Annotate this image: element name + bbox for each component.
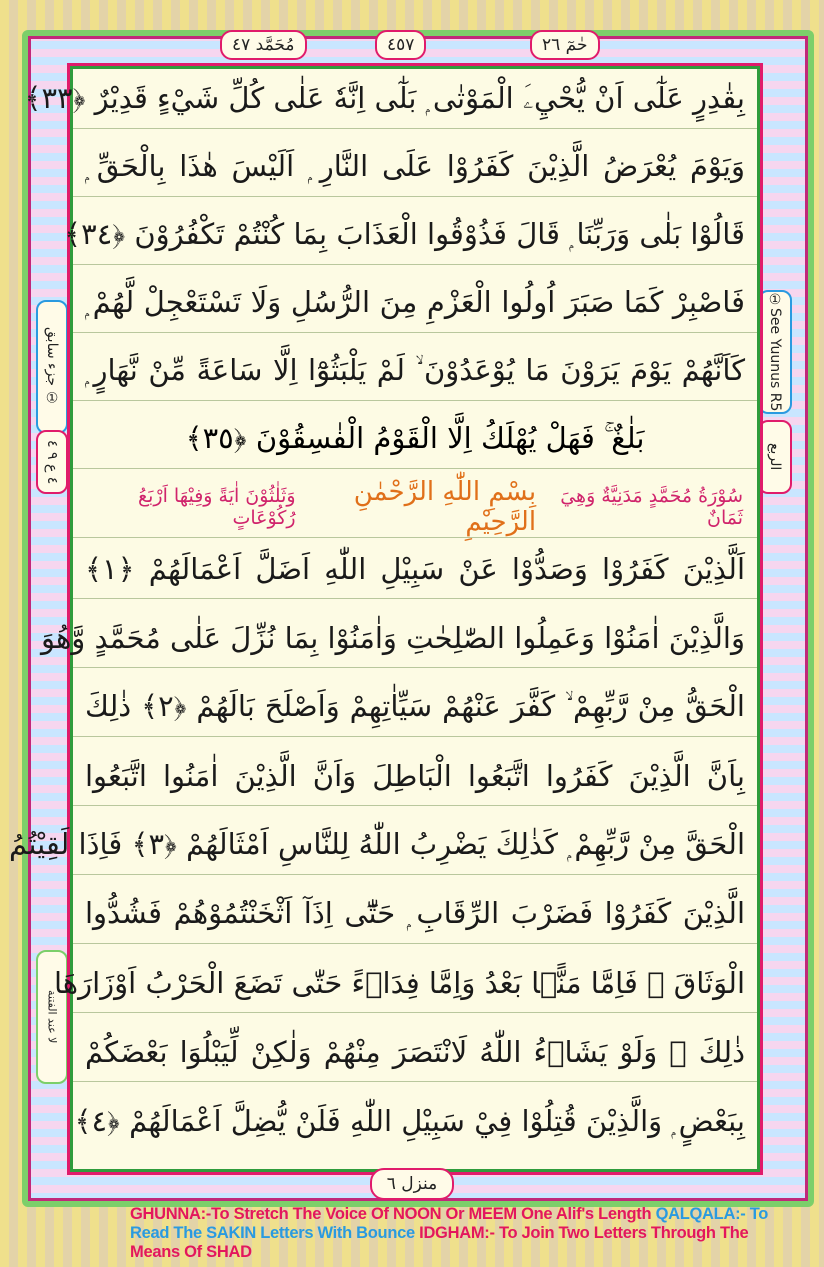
verse-line bbox=[9, 815, 757, 875]
verse-text: الَّذِيْنَ كَفَرُوْا فَضَرْبَ الرِّقَابِ ۭ حَتّٰٓى اِذَآ اَثْخَنْتُمُوْهُمْ فَشُدُّوا bbox=[85, 896, 745, 930]
verse-line bbox=[73, 539, 757, 599]
surah-header bbox=[73, 477, 757, 538]
qalqala-note: QALQALA:- To Read The SAKIN Letters With Bounce bbox=[130, 1205, 769, 1242]
verse-line bbox=[73, 341, 757, 401]
verse-line bbox=[73, 1091, 757, 1151]
idgham-note: IDGHAM:- To Join Two Letters Through The Means Of SHAD bbox=[130, 1224, 749, 1261]
verse-line bbox=[64, 205, 757, 265]
verse-line bbox=[53, 953, 757, 1013]
verse-text: بِقٰدِرٍ عَلٰٓى اَنْ يُّحْيِۦَ الْمَوْتٰى ۭ بَلٰٓى اِنَّهٗ عَلٰى كُلِّ شَيْءٍ قَدِيْرٌ ﴿٣٣﴾ bbox=[24, 81, 745, 115]
bismillah: بِسْمِ اللّٰهِ الرَّحْمٰنِ الرَّحِيْمِ bbox=[353, 477, 537, 537]
verse-text: وَالَّذِيْنَ اٰمَنُوْا وَعَمِلُوا الصّٰلِحٰتِ وَاٰمَنُوْا بِمَا نُزِّلَ عَلٰى مُحَمَّدٍ وَّهُوَ bbox=[41, 620, 745, 655]
manzil-label: منزل ٦ bbox=[370, 1168, 454, 1200]
page-number: ٤٥٧ bbox=[375, 30, 426, 60]
juz-label: حٰمٓ ٢٦ bbox=[530, 30, 600, 60]
verse-line bbox=[41, 608, 757, 668]
verse-line bbox=[73, 746, 757, 806]
verse-text: بَلٰغٌ ۚ فَهَلْ يُهْلَكُ اِلَّا الْقَوْمُ الْفٰسِقُوْنَ ﴿٣٥﴾ bbox=[185, 421, 645, 455]
note-number: ① bbox=[767, 292, 783, 309]
surah-title-left: وَثَلٰثُوْنَ اٰيَةً وَفِيْهَا اَرْبَعُ رُكُوْعَاتٍ bbox=[138, 485, 296, 529]
surah-title-right: سُوْرَةُ مُحَمَّدٍ مَدَنِيَّةٌ وَهِيَ ثَمَانٌ bbox=[560, 485, 743, 529]
ghunna-note: GHUNNA:-To Stretch The Voice Of NOON Or MEEM One Alif's Length bbox=[130, 1205, 652, 1223]
verse-text: بِاَنَّ الَّذِيْنَ كَفَرُوا اتَّبَعُوا الْبَاطِلَ وَاَنَّ الَّذِيْنَ اٰمَنُوا اتَّبَعُوا bbox=[85, 758, 745, 793]
verse-text: بِبَعْضٍ ۭ وَالَّذِيْنَ قُتِلُوْا فِيْ سَبِيْلِ اللّٰهِ فَلَنْ يُّضِلَّ اَعْمَالَهُمْ ﴿٤﴾ bbox=[74, 1103, 745, 1138]
verse-text: كَاَنَّهُمْ يَوْمَ يَرَوْنَ مَا يُوْعَدُوْنَ ۙ لَمْ يَلْبَثُوْٓا اِلَّا سَاعَةً مِّنْ نَّهَارٍ ۭ bbox=[85, 353, 745, 387]
verse-text: وَيَوْمَ يُعْرَضُ الَّذِيْنَ كَفَرُوْا عَلَى النَّارِ ۭ اَلَيْسَ هٰذَا بِالْحَقِّ ۭ bbox=[85, 149, 745, 183]
verse-line bbox=[24, 69, 757, 129]
verse-line bbox=[73, 273, 757, 333]
verse-line bbox=[73, 409, 757, 469]
surah-label: مُحَمَّد ٤٧ bbox=[220, 30, 307, 60]
verse-line bbox=[73, 1022, 757, 1082]
see-yuunus-note bbox=[758, 290, 792, 414]
verse-line bbox=[73, 884, 757, 944]
rub-marker: الربع bbox=[758, 420, 792, 494]
left-lower-note: لا عند الفتنة bbox=[36, 950, 68, 1084]
verse-line bbox=[73, 137, 757, 197]
verse-text: اَلَّذِيْنَ كَفَرُوْا وَصَدُّوْا عَنْ سَبِيْلِ اللّٰهِ اَضَلَّ اَعْمَالَهُمْ ﴿١﴾ bbox=[85, 551, 745, 586]
verse-text: الْوَثَاقَ ۙ فَاِمَّا مَنًّۢا بَعْدُ وَاِمَّا فِدَاۗءً حَتّٰى تَضَعَ الْحَرْبُ اَوْزَارَهَا bbox=[53, 965, 745, 1000]
verse-line bbox=[73, 677, 757, 737]
left-note: جزء سابق ① bbox=[36, 300, 68, 434]
note-text: See Yuunus R5 bbox=[767, 308, 783, 412]
ruku-marker: ٤ ع ٩ ٤ bbox=[36, 430, 68, 494]
verse-text: فَاصْبِرْ كَمَا صَبَرَ اُولُوا الْعَزْمِ مِنَ الرُّسُلِ وَلَا تَسْتَعْجِلْ لَّهُمْ ۭ bbox=[85, 285, 745, 319]
verse-text: الْحَقَّ مِنْ رَّبِّهِمْ ۭ كَذٰلِكَ يَضْرِبُ اللّٰهُ لِلنَّاسِ اَمْثَالَهُمْ ﴿٣﴾ فَاِذَا لَقِيْتُمُ bbox=[9, 827, 745, 861]
verse-text: ذٰلِكَ ۛ وَلَوْ يَشَاۗءُ اللّٰهُ لَانْتَصَرَ مِنْهُمْ وَلٰكِنْ لِّيَبْلُوَا بَعْضَكُمْ bbox=[85, 1034, 745, 1069]
tajweed-legend bbox=[130, 1205, 770, 1262]
verse-text: قَالُوْا بَلٰى وَرَبِّنَا ۭ قَالَ فَذُوْقُوا الْعَذَابَ بِمَا كُنْتُمْ تَكْفُرُوْنَ ﴿٣٤﴾ bbox=[64, 217, 745, 251]
verse-text: الْحَقُّ مِنْ رَّبِّهِمْ ۙ كَفَّرَ عَنْهُمْ سَيِّاٰتِهِمْ وَاَصْلَحَ بَالَهُمْ ﴿٢﴾ ذٰلِكَ bbox=[85, 689, 745, 723]
